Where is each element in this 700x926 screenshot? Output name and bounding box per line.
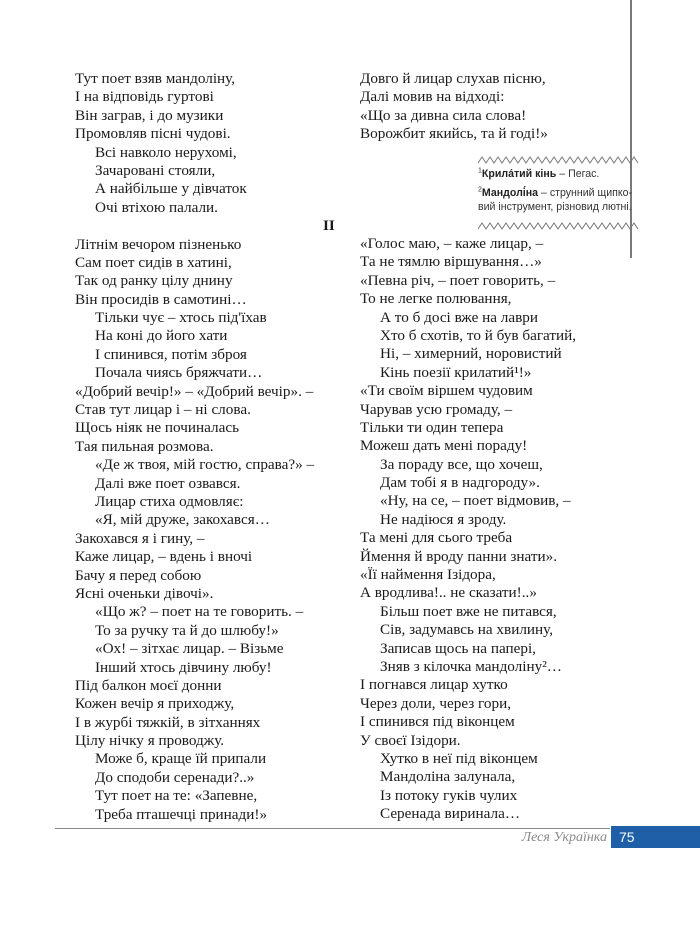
poem-line: Закохався я і гину, – [75, 529, 205, 547]
poem-line: І погнався лицар хутко [360, 676, 508, 694]
poem-line: Ворожбит якийсь, та й годі!» [360, 125, 548, 143]
poem-line: Лицар стиха одмовляє: [95, 492, 244, 510]
footnote-divider-top [478, 156, 640, 164]
poem-line: «Ну, на се, – поет відмовив, – [380, 492, 571, 510]
poem-line: Мандоліна залунала, [380, 768, 516, 786]
poem-line: Через доли, через гори, [360, 694, 512, 712]
poem-line: А найбільше у дівчаток [95, 180, 247, 198]
poem-line: Та мені для сього треба [360, 529, 513, 547]
poem-line: Ні, – химерний, норовистий [380, 345, 562, 363]
poem-line: Ймення й вроду панни знати». [360, 547, 557, 565]
poem-line: «Її наймення Ізідора, [360, 566, 496, 584]
section-number: II [323, 217, 335, 234]
poem-line: Став тут лицар і – ні слова. [75, 401, 251, 419]
footnote [478, 186, 643, 215]
poem-line: Почала чиясь бряжчати… [95, 364, 263, 382]
page-number: 75 [611, 826, 700, 848]
poem-line: Можеш дать мені пораду! [360, 437, 528, 455]
poem-line: А то б досі вже на лаври [380, 308, 539, 326]
poem-line: Тут поет взяв мандоліну, [75, 70, 236, 87]
footnote-definition: – струнний щипковий інструмент, різновид лютні. [478, 186, 633, 213]
poem-line: Під балкон моєї донни [75, 676, 222, 694]
poem-line: Ясні оченьки дівочі». [75, 584, 214, 602]
poem-line: А вродлива!.. не сказати!..» [360, 584, 537, 602]
poem-line: Сів, задумавсь на хвилину, [380, 621, 554, 639]
footnote-term: Крила́тий кінь [481, 168, 557, 180]
poem-line: Промовляв пісні чудові. [75, 125, 231, 143]
poem-line: Так од ранку цілу днину [75, 272, 233, 290]
poem-line: Далі мовив на відході: [360, 88, 505, 106]
margin-rule [630, 0, 632, 258]
poem-line: Тільки чує – хтось під'їхав [95, 309, 267, 327]
poem-line: Дам тобі я в надгороду». [380, 474, 540, 492]
poem-line: Тут поет на те: «Запевне, [95, 787, 258, 805]
poem-line: Хто б схотів, то й був багатий, [380, 326, 577, 344]
poem-line: Із потоку гуків чулих [380, 786, 518, 804]
poem-line: Всі навколо нерухомі, [95, 143, 237, 161]
footnote-term: Мандолі́на [481, 186, 539, 199]
poem-line: «Де ж твоя, мій гостю, справа?» – [95, 456, 315, 474]
footnote-number: 1 [478, 167, 482, 175]
poem-line: Каже лицар, – вдень і вночі [75, 548, 253, 566]
poem-line: За пораду все, що хочеш, [380, 455, 543, 473]
poem-line: Тільки ти один тепера [360, 418, 504, 436]
poem-line: Зняв з кілочка мандоліну²… [380, 657, 562, 675]
poem-line: «Певна річ, – поет говорить, – [360, 271, 556, 289]
poem-line: «Голос маю, – каже лицар, – [360, 235, 544, 252]
poem-right-column-top [360, 70, 620, 144]
poem-line: «Ох! – зітхає лицар. – Візьме [95, 640, 284, 658]
poem-line: Чарував усю громаду, – [360, 400, 513, 418]
footnotes [478, 167, 643, 219]
poem-line: Та не тямлю віршування…» [360, 253, 542, 271]
footnote [478, 167, 643, 182]
poem-line: Зачаровані стояли, [95, 161, 216, 179]
poem-left-column [75, 70, 345, 824]
poem-line: Може б, краще їй припали [95, 750, 267, 768]
poem-line: То не легке полювання, [360, 290, 512, 308]
poem-line: «Добрий вечір!» – «Добрий вечір». – [75, 382, 314, 400]
poem-line: І на відповідь гуртові [75, 88, 214, 106]
poem-line: Кінь поезії крилатий¹!» [380, 363, 532, 381]
poem-line: Записав щось на папері, [380, 639, 536, 657]
poem-line: І спинився під віконцем [360, 713, 515, 731]
poem-line: На коні до його хати [95, 327, 228, 345]
poem-line: Сам поет сидів в хатині, [75, 253, 232, 271]
poem-line: Тая пильная розмова. [75, 437, 214, 455]
poem-line: І спинився, потім зброя [95, 345, 247, 363]
poem-line: Кожен вечір я приходжу, [75, 695, 235, 713]
poem-line: Серенада виринала… [380, 805, 521, 823]
poem-line: Щось ніяк не починалась [75, 419, 240, 437]
poem-line: Довго й лицар слухав пісню, [360, 70, 546, 87]
poem-line: Інший хтось дівчину любу! [95, 658, 272, 676]
footnote-divider-bottom [478, 222, 640, 230]
poem-line: І в журбі тяжкій, в зітханнях [75, 713, 261, 731]
footnote-definition: – Пегас. [556, 168, 600, 180]
poem-line: Хутко в неї під віконцем [380, 749, 538, 767]
poem-line: Більш поет вже не питався, [380, 602, 557, 620]
poem-line: Бачу я перед собою [75, 566, 202, 584]
poem-line: Треба пташечці принади!» [95, 805, 268, 823]
footnote-number: 2 [478, 185, 482, 193]
stanza-gap [75, 217, 345, 235]
poem-line: То за ручку та й до шлюбу!» [95, 621, 279, 639]
poem-line: «Я, мій друже, закохався… [95, 511, 270, 529]
poem-line: «Що ж? – поет на те говорить. – [95, 603, 304, 621]
poem-line: «Ти своїм віршем чудовим [360, 382, 533, 400]
poem-line: Він просидів в самотині… [75, 290, 247, 308]
poem-line: «Що за дивна сила слова! [360, 106, 527, 124]
poem-line: Цілу нічку я проводжу. [75, 732, 225, 750]
poem-right-column [360, 235, 620, 824]
poem-line: У своєї Ізідори. [360, 731, 461, 749]
poem-line: Очі втіхою палали. [95, 198, 218, 216]
footer-rule [55, 828, 610, 829]
poem-line: Він заграв, і до музики [75, 106, 224, 124]
footer-author: Леся Українка [521, 830, 607, 845]
poem-line: Літнім вечором пізненько [75, 235, 242, 253]
poem-line: До сподоби серенади?..» [95, 768, 255, 786]
poem-line: Не надіюся я зроду. [380, 510, 507, 528]
poem-line: Далі вже поет озвався. [95, 474, 241, 492]
